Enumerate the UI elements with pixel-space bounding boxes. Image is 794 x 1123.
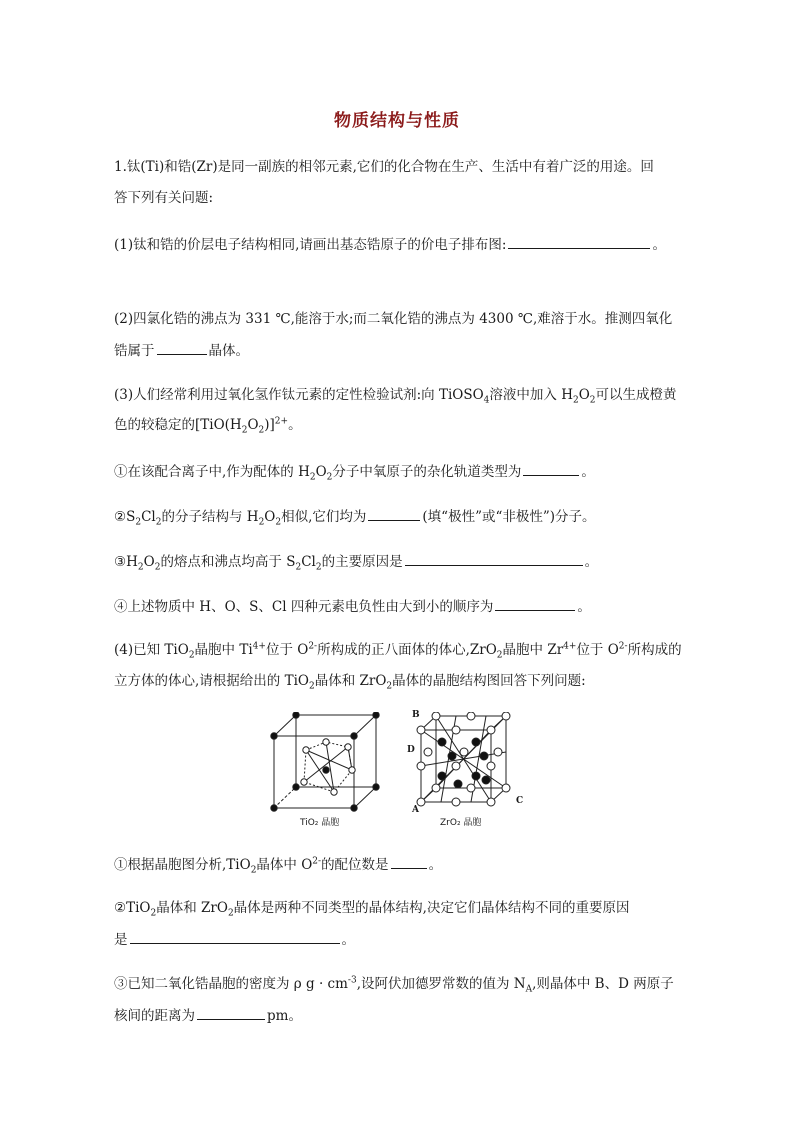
answer-blank[interactable] bbox=[130, 930, 340, 944]
tio2-cell-diagram bbox=[266, 712, 536, 812]
q1-t1: ①根据晶胞图分析,TiO$_2$晶体中 $O^{2-}$的配位数是 。 bbox=[114, 856, 443, 876]
answer-blank[interactable] bbox=[157, 341, 207, 355]
q1-t2-line1: ②TiO$_2$晶体和 ZrO$_2$晶体是两种不同类型的晶体结构,决定它们晶体结构不同的重要原因 bbox=[114, 900, 630, 919]
label-a: A bbox=[412, 805, 419, 815]
q1-t3-line2: 核间的距离为 pm。 bbox=[114, 1008, 302, 1024]
q1-sub2: $②S_2Cl_2$的分子结构与 $H_2O_2$相似,它们均为 (填“极性”或“非极性”)分子。 bbox=[114, 509, 596, 528]
q1-part1: (1)钛和锆的价层电子结构相同,请画出基态锆原子的价电子排布图: 。 bbox=[114, 237, 666, 253]
q1-part2-line2: 锆属于 晶体。 bbox=[114, 343, 249, 359]
q1-part2-line1: (2)四氯化锆的沸点为 331 ℃,能溶于水;而二氧化锆的沸点为 4300 ℃,难溶于水。推测四氧化 bbox=[114, 311, 673, 327]
label-d: D bbox=[407, 745, 415, 755]
zro2-caption: ZrO₂ 晶胞 bbox=[440, 818, 482, 828]
answer-blank[interactable] bbox=[405, 552, 583, 566]
crystal-figures bbox=[266, 712, 536, 832]
q1-sub4: ④上述物质中 H、O、S、Cl 四种元素电负性由大到小的顺序为 。 bbox=[114, 599, 591, 615]
label-b: B bbox=[412, 710, 420, 720]
q1-t3-line1: ③已知二氧化锆晶胞的密度为 ρ $g \cdot cm^{-3}$,设阿伏加德罗常数的值为 $N_A$,则晶体中 B、D 两原子 bbox=[114, 975, 674, 995]
answer-blank[interactable] bbox=[391, 855, 427, 869]
q1-intro-line1: 1.钛(Ti)和锆(Zr)是同一副族的相邻元素,它们的化合物在生产、生活中有着广泛的用途。回 bbox=[114, 159, 654, 175]
q1-part4-line1: (4)已知 TiO$_2$晶胞中 $Ti^{4+}$位于 $O^{2-}$所构成的正八面体的体心,ZrO$_2$晶胞中 $Zr^{4+}$位于 $O^{2-}$所构成的 bbox=[114, 641, 682, 661]
answer-blank[interactable] bbox=[508, 235, 650, 249]
q1-intro-line2: 答下列有关问题: bbox=[114, 190, 214, 206]
answer-blank[interactable] bbox=[523, 462, 579, 476]
q1-part3-line1: (3)人们经常利用过氧化氢作钛元素的定性检验试剂:向 TiOSO$_4$溶液中加入 $H_2O_2$可以生成橙黄 bbox=[114, 387, 677, 406]
q1-part4-line2: 立方体的体心,请根据给出的 TiO$_2$晶体和 ZrO$_2$晶体的晶胞结构图回答下列问题: bbox=[114, 673, 586, 692]
q1-part3-line2: 色的较稳定的$[TiO(H_2O_2)]^{2+}$。 bbox=[114, 416, 302, 436]
q1-sub3: $③H_2O_2$的熔点和沸点均高于 $S_2Cl_2$的主要原因是 。 bbox=[114, 554, 599, 573]
q1-t2-line2: 是 。 bbox=[114, 932, 355, 948]
label-c: C bbox=[516, 796, 524, 806]
answer-blank[interactable] bbox=[368, 507, 420, 521]
page-title: 物质结构与性质 bbox=[334, 111, 460, 131]
q1-sub1: ①在该配合离子中,作为配体的 $H_2O_2$分子中氧原子的杂化轨道类型为 。 bbox=[114, 464, 595, 483]
tio2-caption: TiO₂ 晶胞 bbox=[300, 818, 340, 828]
answer-blank[interactable] bbox=[197, 1006, 265, 1020]
answer-blank[interactable] bbox=[495, 597, 575, 611]
